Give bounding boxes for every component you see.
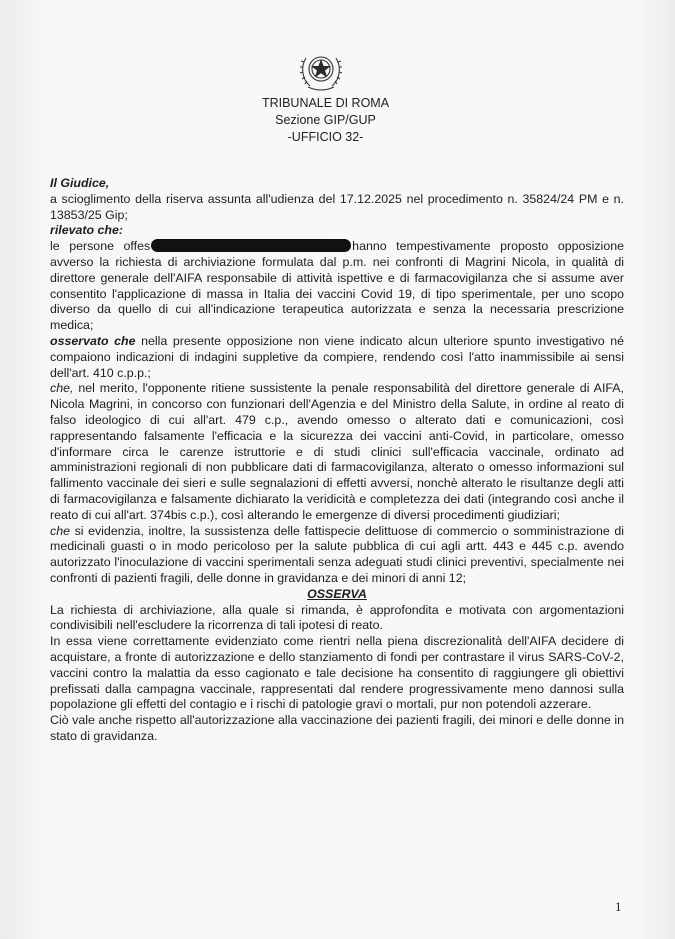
rilevato-heading: rilevato che: [50,223,123,238]
redaction-bar [151,239,351,252]
paragraph-riserva: a scioglimento della riserva assunta all'udienza del 17.12.2025 nel procedimento n. 35824/24 PM e n. 13853/25 Gip; [50,191,624,222]
paragraph-autorizzazione: Ciò vale anche rispetto all'autorizzazione alla vaccinazione dei pazienti fragili, dei minori e delle donne in stato di gravidanza. [50,713,624,743]
paragraph-merito: che, nel merito, l'opponente ritiene sussistente la penale responsabilità del direttore generale di AIFA, Nicola Magrini, in concorso con funzionari dell'Agenzia e del Ministro della Salute, in ordine al reato di falso ideologico di cui all'art. 479 c.p., avendo omesso o alterato dati e comunicazioni, così rappresentando falsamente l'efficacia e la sicurezza dei vaccini anti-Covid, in particolare, omesso d'informare circa le carenze istruttorie e di studi clinici sull'efficacia vaccinale, ordinato ad amministrazioni regionali di non pubblicare dati di farmacovigilanza, alterato o omesso informazioni sul fallimento vaccinale dei sieri e sulle segnalazioni di effetti avversi, nonchè alterato le risultanze degli atti di farmacovigilanza e falsamente dichiarato la veridicità e completezza dei dati (integrando così anche il reato di cui all'art. 374bis c.p.), così alterando le emergenze di diversi procedimenti giudiziari; [50,381,624,522]
court-name: TRIBUNALE DI ROMA [261,96,390,110]
paragraph-opposizione: le persone offes hanno tempestivamente proposto opposizione avverso la richiesta di archiviazione formulata dal p.m. nei confronti di Magrini Nicola, in qualità di direttore generale dell'AIFA responsabile di attività ispettive e di farmacovigilanza che si assume aver consentito l'applicazione di massa in Italia dei vaccini Covid 19, di tipo sperimentale, per uno scopo diverso da quello di cui all'indicazione terapeutica autorizzata e senza la necessaria prescrizione medica; [50,239,624,333]
giudice-heading: Il Giudice, [50,176,110,190]
paragraph-osservato: osservato che nella presente opposizione non viene indicato alcun ulteriore spunto investigativo né compaiono indicazioni di indagini suppletive da compiere, rendendo così l'atto inammissibile ai sensi dell'art. 410 c.p.p.; [50,333,624,380]
court-section: Sezione GIP/GUP [275,113,376,127]
paragraph-discrezionalita: In essa viene correttamente evidenziato come rientri nella piena discrezionalità dell'AIFA decidere di acquistare, a fronte di autorizzazione e dello stanziamento di fondi per contrastare il virus SARS-CoV-2, vaccini contro la malattia da esso cagionato e tale decisione ha consentito di raggiungere gli obiettivi prefissati dalla campagna vaccinale, rappresentati dal rendere progressivamente meno dannosi sulla popolazione gli effetti del contagio e i rischi di patologie gravi o mortali, pur non potendoli azzerare. [50,634,624,712]
page-number: 1 [615,899,622,914]
italian-republic-emblem-icon [298,44,344,94]
osserva-heading: OSSERVA [307,586,367,601]
paragraph-evidenza: che si evidenzia, inoltre, la sussistenza delle fattispecie delittuose di commercio o somministrazione di medicinali guasti o in modo pericoloso per la salute pubblica di cui agli artt. 443 e 445 c.p. avendo autorizzato l'inoculazione di vaccini sperimentali senza adeguati studi clinici preventivi, specialmente nei confronti di pazienti fragili, delle donne in gravidanza e dei minori di anni 12; [50,523,624,585]
document-body [50,176,624,745]
court-office: -UFFICIO 32- [287,130,364,144]
paragraph-richiesta: La richiesta di archiviazione, alla quale si rimanda, è approfondita e motivata con argomentazioni condivisibili nell'escludere la ricorrenza di tali ipotesi di reato. [50,602,624,633]
